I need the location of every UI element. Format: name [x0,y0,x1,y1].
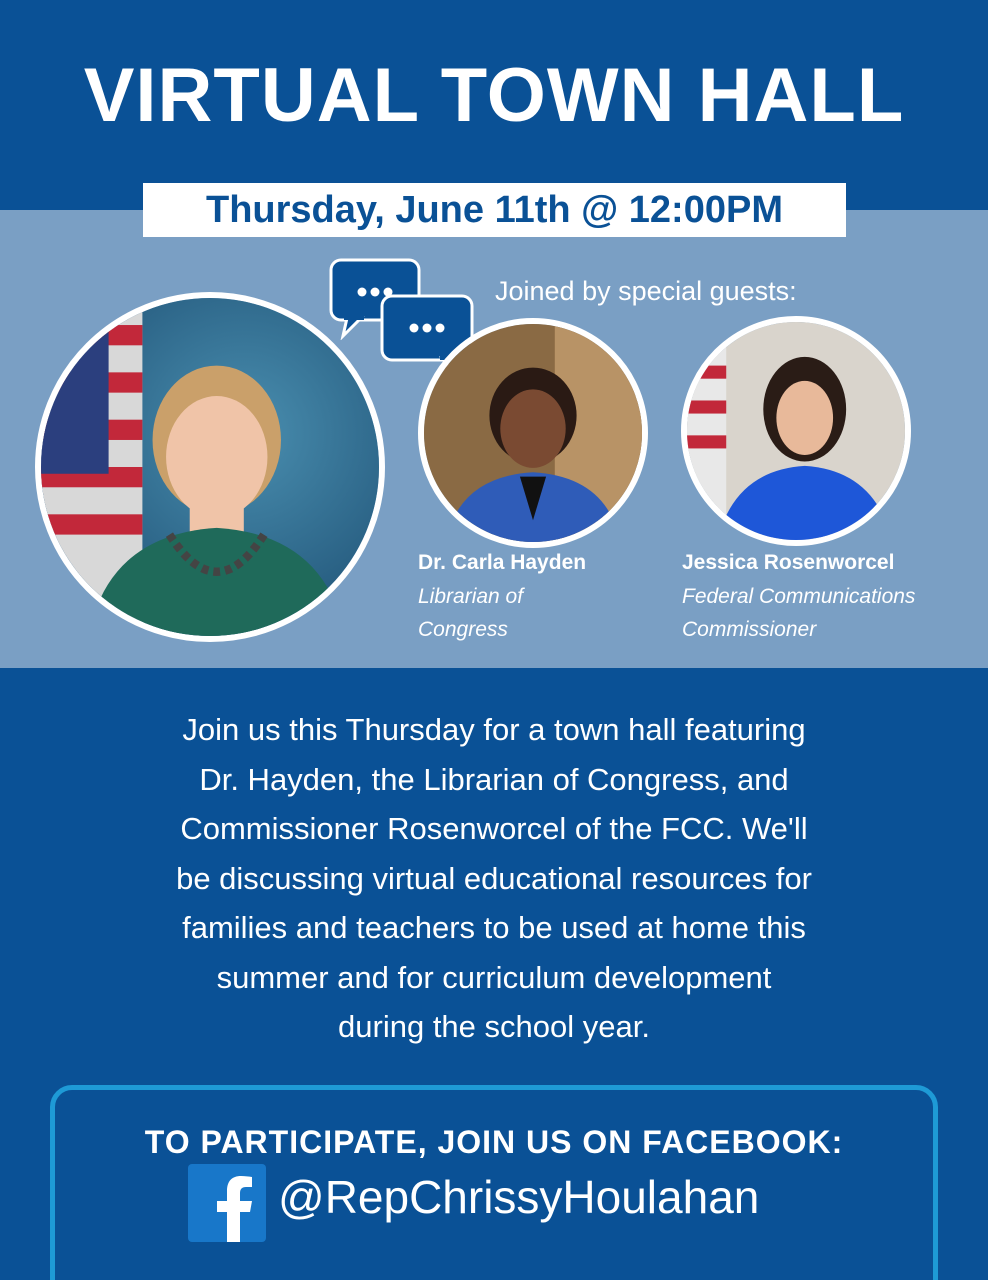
guests-intro: Joined by special guests: [495,276,797,306]
guest-portrait-image [424,324,642,542]
description-line: Dr. Hayden, the Librarian of Congress, and [199,761,789,797]
page-title: VIRTUAL TOWN HALL [83,53,905,138]
guest-portrait-image [687,322,905,540]
guest-role-line1-rosenworcel: Federal Communications [682,585,916,608]
guest-photo-rosenworcel [681,316,911,546]
facebook-glyph [188,1164,266,1242]
guest-role-line2-hayden: Congress [418,618,508,641]
guest-name-rosenworcel: Jessica Rosenworcel [682,551,895,574]
host-photo [35,292,385,642]
participate-heading: TO PARTICIPATE, JOIN US ON FACEBOOK: [144,1124,844,1160]
description-line: Join us this Thursday for a town hall featuring [182,712,806,747]
event-description [80,705,908,1052]
guest-name-hayden: Dr. Carla Hayden [418,551,587,574]
host-portrait-image [41,298,379,636]
guest-role-line1-hayden: Librarian of [418,585,524,608]
description-line: summer and for curriculum development [216,959,772,995]
description-line: during the school year. [338,1009,650,1044]
date-time-text: Thursday, June 11th @ 12:00PM [206,189,783,231]
guest-photo-hayden [418,318,648,548]
description-line: be discussing virtual educational resources for [176,860,812,896]
description-line: Commissioner Rosenworcel of the FCC. We'll [180,811,808,846]
guest-role-line2-rosenworcel: Commissioner [682,618,817,641]
description-line: families and teachers to be used at home this [182,910,806,945]
facebook-handle-link[interactable]: @RepChrissyHoulahan [278,1171,760,1223]
date-time-box [143,183,846,237]
facebook-icon[interactable] [188,1164,266,1242]
